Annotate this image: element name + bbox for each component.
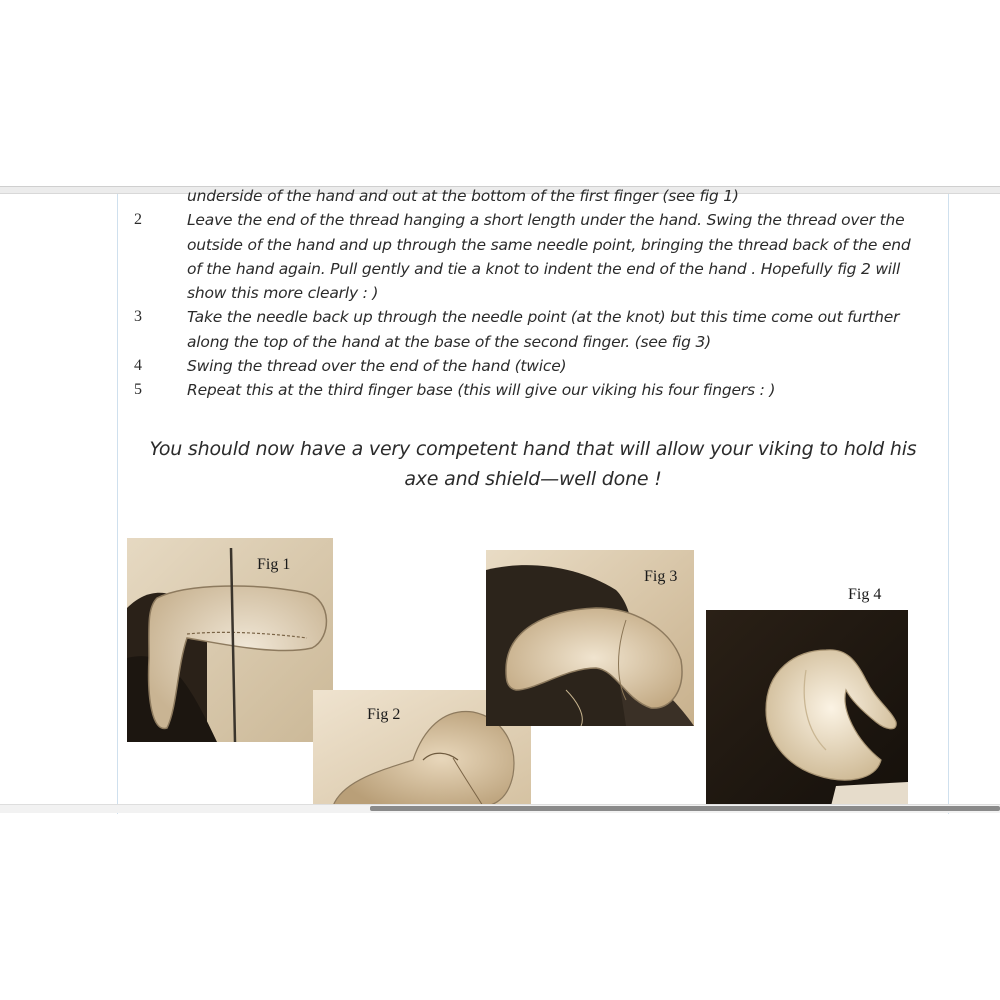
step-text: Take the needle back up through the needle point (at the knot) but this time come out further along the top of the hand at the base of the second finger. (see fig 3) (187, 308, 900, 351)
figure-4-label: Fig 4 (848, 586, 882, 603)
step-row (118, 305, 948, 354)
figure-4-image (706, 610, 908, 806)
step-text: Repeat this at the third finger base (this will give our viking his four fingers : ) (187, 381, 776, 400)
conclusion-text: You should now have a very competent hand that will allow your viking to hold his axe and shield—well done ! (149, 438, 917, 490)
step-text: Swing the thread over the end of the hand (twice) (187, 357, 567, 376)
step-text: underside of the hand and out at the bottom of the first finger (see fig 1) (187, 187, 739, 205)
step-number: 4 (134, 357, 142, 375)
figure-3-photo (486, 550, 694, 726)
horizontal-scrollbar-thumb[interactable] (370, 806, 1000, 811)
instruction-steps (118, 184, 948, 403)
figure-4-photo (706, 610, 908, 806)
step-number (118, 184, 187, 208)
step-number: 5 (134, 381, 142, 399)
step-row (118, 354, 948, 378)
step-row (118, 378, 948, 402)
figure-1-label: Fig 1 (257, 556, 291, 573)
step-number: 2 (134, 211, 142, 229)
step-number: 3 (134, 308, 142, 326)
figure-1-photo (127, 538, 333, 742)
step-row (118, 184, 948, 208)
figure-2-label: Fig 2 (367, 706, 401, 723)
figure-1-image (127, 538, 333, 742)
step-text: Leave the end of the thread hanging a short length under the hand. Swing the thread over the outside of the hand and up through the same needle point, bringing the thread back of the end of the hand again. Pull gently and tie a knot to indent the end of the hand . Hopefully fig 2 will show this more clearly : ) (187, 211, 911, 303)
step-row (118, 208, 948, 305)
document-page (117, 187, 949, 814)
figure-3-label: Fig 3 (644, 568, 678, 585)
